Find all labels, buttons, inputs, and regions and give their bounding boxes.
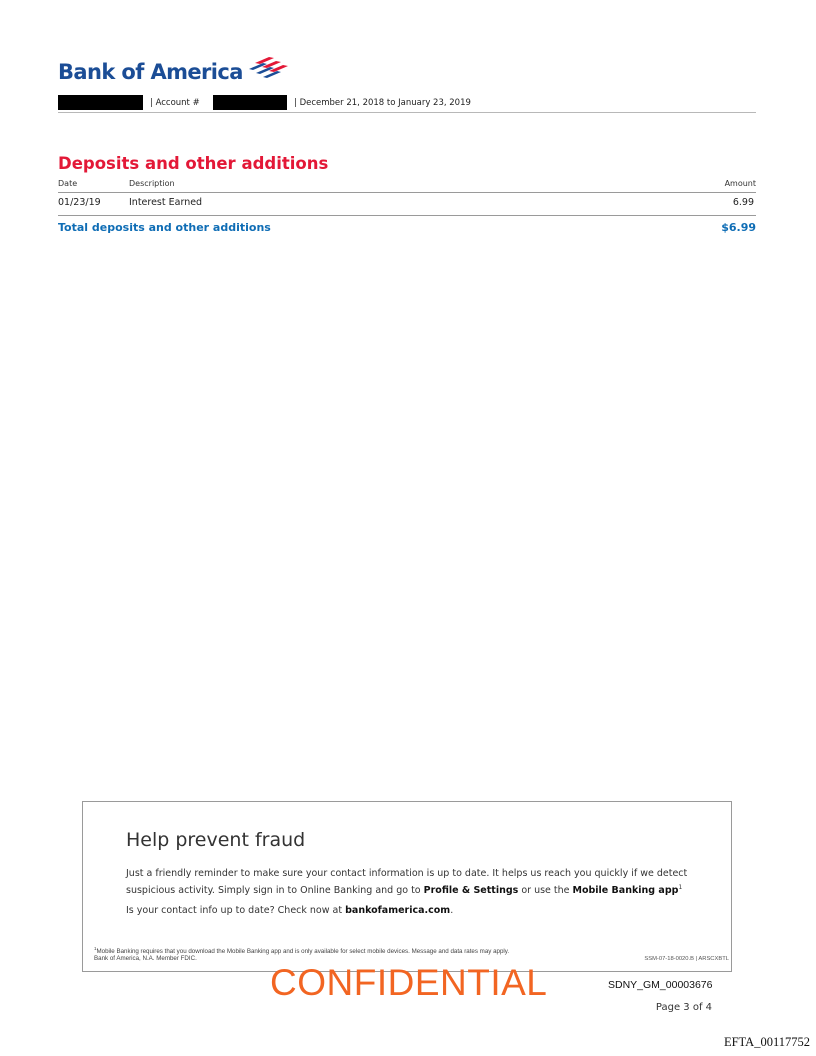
form-code: SSM-07-18-0020.B | ARSCXBTL xyxy=(644,956,729,962)
brand-wordmark: Bank of America xyxy=(58,60,243,84)
fraud-title: Help prevent fraud xyxy=(126,829,306,851)
account-label: | Account # xyxy=(150,98,200,108)
table-header-divider xyxy=(58,192,756,193)
table-row xyxy=(58,197,756,211)
total-amount: $6.99 xyxy=(721,221,756,234)
redacted-account-number xyxy=(213,95,287,110)
row-description: Interest Earned xyxy=(129,197,203,208)
flag-icon xyxy=(247,56,291,82)
total-label: Total deposits and other additions xyxy=(58,221,271,234)
fdic-notice: Bank of America, N.A. Member FDIC. xyxy=(94,955,197,962)
statement-period: | December 21, 2018 to January 23, 2019 xyxy=(294,98,471,108)
redacted-name xyxy=(58,95,143,110)
bates-number: SDNY_GM_00003676 xyxy=(608,979,713,991)
column-header-amount: Amount xyxy=(724,179,756,188)
fraud-line-3: Is your contact info up to date? Check now at bankofamerica.com. xyxy=(126,905,454,916)
fraud-line-1: Just a friendly reminder to make sure your contact information is up to date. It helps us reach you quickly if we detect xyxy=(126,868,688,879)
section-title: Deposits and other additions xyxy=(58,154,329,173)
efta-number: EFTA_00117752 xyxy=(723,1035,810,1049)
row-date: 01/23/19 xyxy=(58,197,101,208)
bank-logo xyxy=(58,56,291,83)
header-divider xyxy=(58,112,756,113)
column-header-date: Date xyxy=(58,179,78,188)
confidential-stamp: CONFIDENTIAL xyxy=(270,962,548,1003)
table-total-divider xyxy=(58,215,756,216)
website-link[interactable]: bankofamerica.com xyxy=(345,905,451,916)
statement-header xyxy=(58,95,756,111)
fraud-line-2: suspicious activity. Simply sign in to Online Banking and go to Profile & Settings or use the Mobile Banking app$^1$ xyxy=(126,884,683,897)
footnote: $^1$Mobile Banking requires that you download the Mobile Banking app and is only available for select mobile devices. Message and data rates may apply. xyxy=(94,946,510,956)
mobile-app-text: Mobile Banking app xyxy=(572,885,679,897)
row-amount: 6.99 xyxy=(732,197,754,208)
column-header-description: Description xyxy=(129,179,175,188)
profile-settings-text: Profile & Settings xyxy=(423,885,519,897)
page-number: Page 3 of 4 xyxy=(655,1002,712,1013)
